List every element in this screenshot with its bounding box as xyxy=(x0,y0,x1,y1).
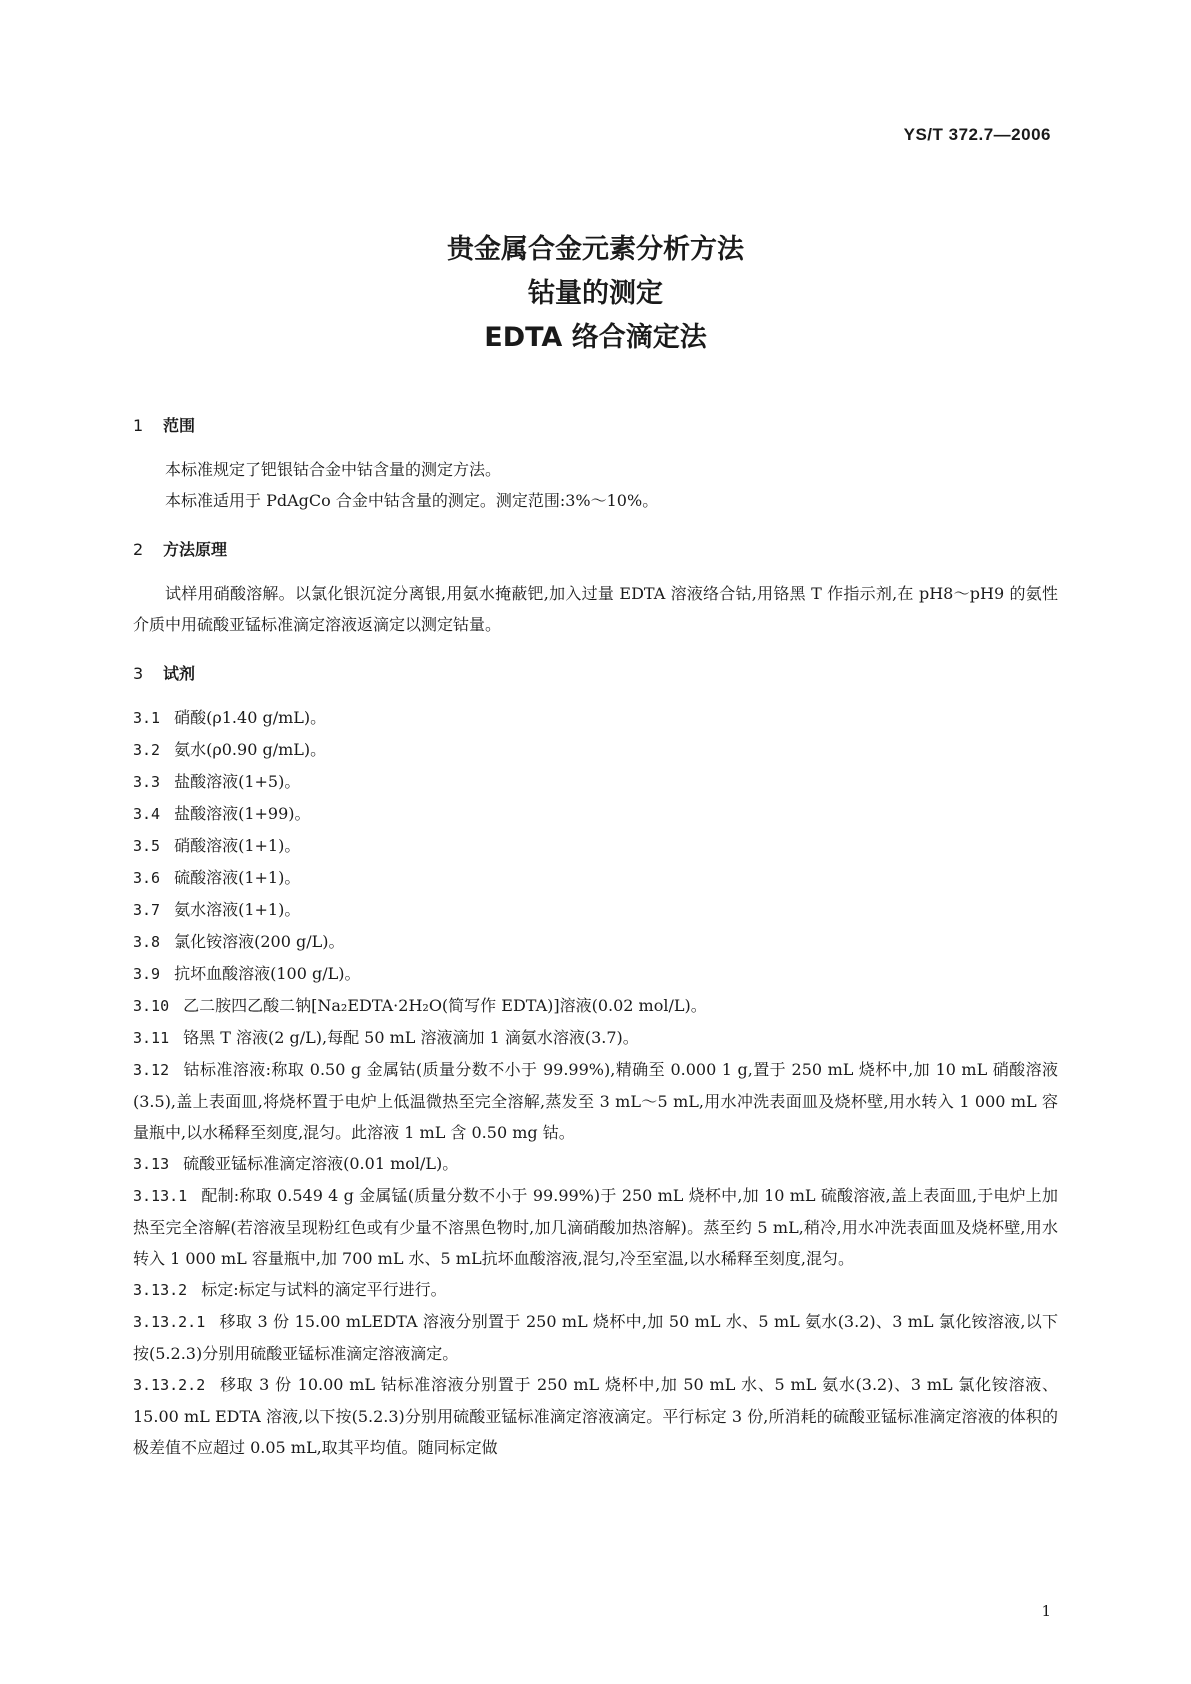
title-line-3: EDTA 络合滴定法 xyxy=(484,322,707,353)
reagent-item xyxy=(133,1369,1058,1463)
reagent-item-number: 3.12 xyxy=(133,1061,170,1079)
section-title: 方法原理 xyxy=(163,540,228,559)
reagent-item-text: 硫酸亚锰标准滴定溶液(0.01 mol/L)。 xyxy=(183,1154,459,1173)
principle-paragraph: 试样用硝酸溶解。以氯化银沉淀分离银,用氨水掩蔽钯,加入过量 EDTA 溶液络合钴,用铬黑 T 作指示剂,在 pH8～pH9 的氨性介质中用硫酸亚锰标准滴定溶液返滴定以测定钴量。 xyxy=(133,584,1058,634)
reagent-item-text: 配制:称取 0.549 4 g 金属锰(质量分数不小于 99.99%)于 250 mL 烧杯中,加 10 mL 硫酸溶液,盖上表面皿,于电炉上加热至完全溶解(若溶液呈现粉红色或有少量不溶黑色物时,加几滴硝酸加热溶解)。蒸至约 5 mL,稍冷,用水冲洗表面皿及烧杯壁,用水转入 1 000 mL 容量瓶中,加 700 mL 水、5 mL抗坏血酸溶液,混匀,冷至室温,以水稀释至刻度,混匀。 xyxy=(133,1186,1058,1268)
reagent-item xyxy=(133,926,1058,958)
reagent-item-number: 3.2 xyxy=(133,741,161,759)
reagent-item-text: 抗坏血酸溶液(100 g/L)。 xyxy=(174,964,361,983)
reagent-item-number: 3.8 xyxy=(133,933,161,951)
reagent-item xyxy=(133,1180,1058,1274)
reagent-item-text: 乙二胺四乙酸二钠[Na₂EDTA·2H₂O(简写作 EDTA)]溶液(0.02 mol/L)。 xyxy=(183,996,707,1015)
reagent-item xyxy=(133,958,1058,990)
reagent-item-text: 氨水(ρ0.90 g/mL)。 xyxy=(174,740,327,759)
reagent-item-number: 3.10 xyxy=(133,997,170,1015)
section-1-heading xyxy=(133,410,1058,442)
reagent-item-text: 钴标准溶液:称取 0.50 g 金属钴(质量分数不小于 99.99%),精确至 0.000 1 g,置于 250 mL 烧杯中,加 10 mL 硝酸溶液(3.5),盖上表面皿,将烧杯置于电炉上低温微热至完全溶解,蒸发至 3 mL～5 mL,用水冲洗表面皿及烧杯壁,用水转入 1 000 mL 容量瓶中,以水稀释至刻度,混匀。此溶液 1 mL 含 0.50 mg 钴。 xyxy=(133,1060,1058,1142)
reagent-item-text: 硝酸溶液(1+1)。 xyxy=(174,836,301,855)
reagent-item xyxy=(133,798,1058,830)
reagent-item-text: 移取 3 份 10.00 mL 钴标准溶液分别置于 250 mL 烧杯中,加 50 mL 水、5 mL 氨水(3.2)、3 mL 氯化铵溶液、15.00 mL EDTA 溶液,以下按(5.2.3)分别用硫酸亚锰标准滴定溶液滴定。平行标定 3 份,所消耗的硫酸亚锰标准滴定溶液的体积的极差值不应超过 0.05 mL,取其平均值。随同标定做 xyxy=(133,1375,1058,1457)
reagent-item-number: 3.13 xyxy=(133,1155,170,1173)
document-body xyxy=(133,410,1058,1463)
reagent-item xyxy=(133,734,1058,766)
reagent-item-text: 铬黑 T 溶液(2 g/L),每配 50 mL 溶液滴加 1 滴氨水溶液(3.7)。 xyxy=(183,1028,639,1047)
reagent-item xyxy=(133,766,1058,798)
reagent-item-number: 3.6 xyxy=(133,869,161,887)
reagent-item xyxy=(133,1148,1058,1180)
section-number: 1 xyxy=(133,416,144,435)
title-line-2: 钴量的测定 xyxy=(528,278,663,309)
scope-paragraph-2: 本标准适用于 PdAgCo 合金中钴含量的测定。测定范围:3%～10%。 xyxy=(165,491,659,510)
reagent-item-text: 氨水溶液(1+1)。 xyxy=(174,900,301,919)
reagent-item-text: 标定:标定与试料的滴定平行进行。 xyxy=(201,1280,447,1299)
reagent-item xyxy=(133,1306,1058,1369)
section-3-heading xyxy=(133,658,1058,690)
reagent-item-text: 硝酸(ρ1.40 g/mL)。 xyxy=(174,708,327,727)
reagent-item-number: 3.11 xyxy=(133,1029,170,1047)
reagent-item xyxy=(133,1054,1058,1148)
reagent-item-text: 硫酸溶液(1+1)。 xyxy=(174,868,301,887)
section-2-heading xyxy=(133,534,1058,566)
page-number: 1 xyxy=(1041,1602,1051,1620)
document-title xyxy=(0,228,1191,360)
reagent-item xyxy=(133,990,1058,1022)
scope-paragraph-1: 本标准规定了钯银钴合金中钴含量的测定方法。 xyxy=(165,460,502,479)
reagent-item-text: 移取 3 份 15.00 mLEDTA 溶液分别置于 250 mL 烧杯中,加 50 mL 水、5 mL 氨水(3.2)、3 mL 氯化铵溶液,以下按(5.2.3)分别用硫酸亚锰标准滴定溶液滴定。 xyxy=(133,1312,1058,1363)
reagent-item xyxy=(133,1022,1058,1054)
reagent-item-number: 3.5 xyxy=(133,837,161,855)
reagent-item-number: 3.13.2.1 xyxy=(133,1313,206,1331)
section-number: 2 xyxy=(133,540,144,559)
section-title: 范围 xyxy=(163,416,196,435)
reagent-item-number: 3.3 xyxy=(133,773,161,791)
reagent-item-number: 3.13.2.2 xyxy=(133,1376,206,1394)
title-line-1: 贵金属合金元素分析方法 xyxy=(447,234,744,265)
reagent-item xyxy=(133,702,1058,734)
reagent-item-text: 氯化铵溶液(200 g/L)。 xyxy=(174,932,345,951)
section-title: 试剂 xyxy=(163,664,196,683)
reagent-item-text: 盐酸溶液(1+5)。 xyxy=(174,772,301,791)
reagent-item xyxy=(133,830,1058,862)
reagent-item-number: 3.1 xyxy=(133,709,161,727)
section-number: 3 xyxy=(133,664,144,683)
standard-code: YS/T 372.7—2006 xyxy=(903,125,1051,144)
reagent-list xyxy=(133,702,1058,1463)
reagent-item xyxy=(133,894,1058,926)
reagent-item xyxy=(133,1274,1058,1306)
reagent-item-number: 3.13.1 xyxy=(133,1187,188,1205)
reagent-item-text: 盐酸溶液(1+99)。 xyxy=(174,804,311,823)
reagent-item xyxy=(133,862,1058,894)
reagent-item-number: 3.9 xyxy=(133,965,161,983)
reagent-item-number: 3.13.2 xyxy=(133,1281,188,1299)
reagent-item-number: 3.7 xyxy=(133,901,161,919)
reagent-item-number: 3.4 xyxy=(133,805,161,823)
